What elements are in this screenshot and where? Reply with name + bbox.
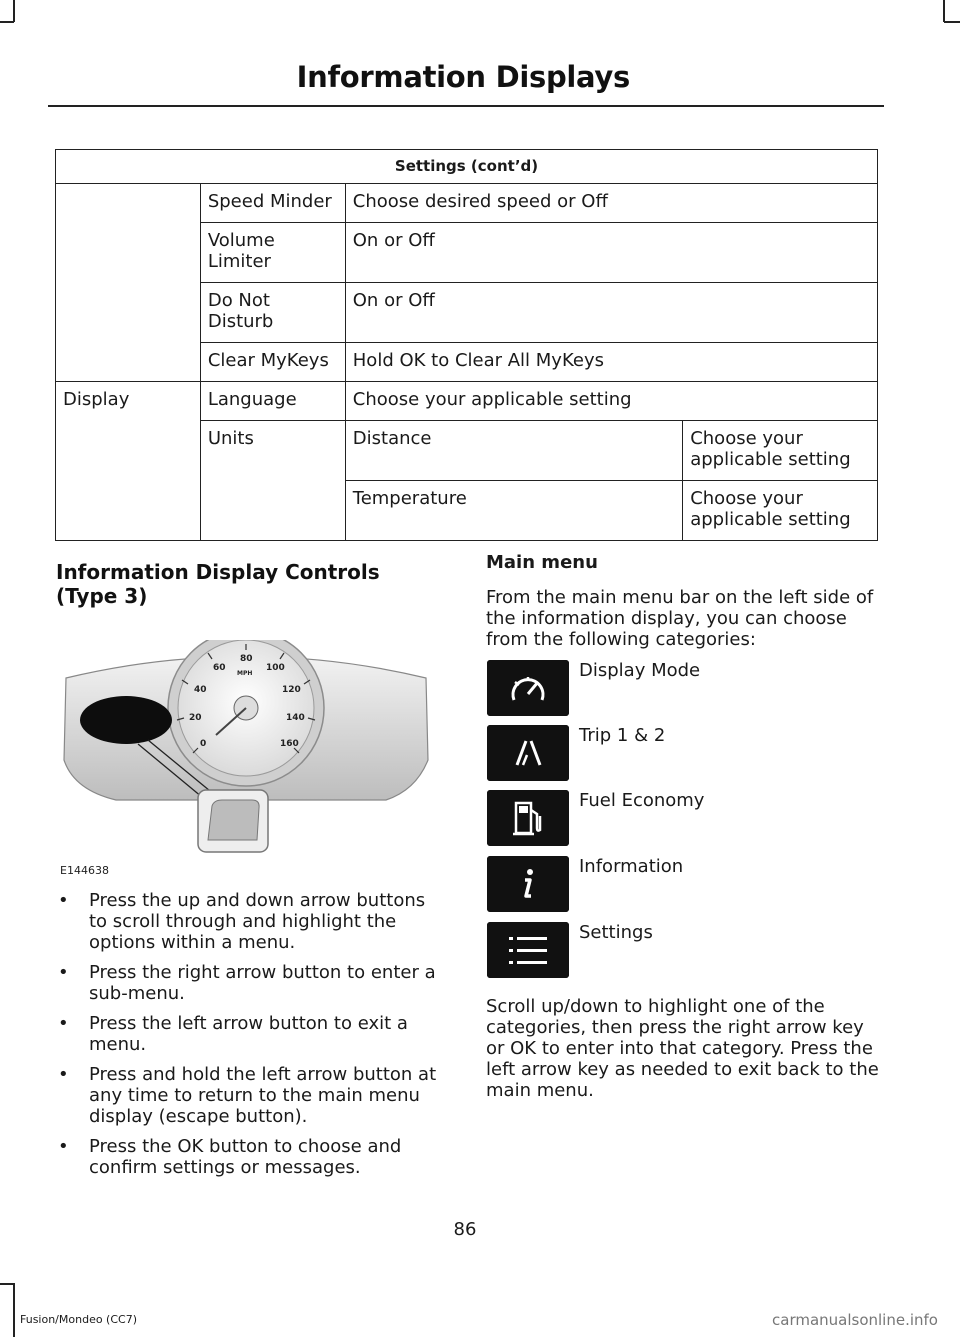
list-item [56,1013,448,1055]
bullet-icon: • [58,1013,69,1034]
table-cell: Language [200,382,345,421]
table-cell [200,283,345,343]
bullet-icon: • [58,1136,69,1157]
list-item-text: Press and hold the left arrow button at any time to return to the main menu display (escape button). [89,1064,437,1127]
footer-model: Fusion/Mondeo (CC7) [20,1313,138,1326]
gauge-label: 0 [200,739,207,749]
cell-text: Do Not Disturb [207,290,274,332]
list-item [56,1064,448,1127]
list-item-text: Press the left arrow button to exit a menu. [89,1013,408,1055]
main-menu-intro: From the main menu bar on the left side of the information display, you can choose from the following categories: [486,587,874,650]
gauge-label: 100 [266,663,285,673]
menu-item-label: Fuel Economy [579,790,705,811]
crop-mark [943,0,945,22]
table-cell: Choose desired speed or Off [345,184,877,223]
table-cell [56,184,201,382]
page-title: Information Displays [296,60,630,94]
settings-table [55,149,878,541]
table-row [56,382,878,421]
table-cell: Hold OK to Clear All MyKeys [345,343,877,382]
table-cell: Speed Minder [200,184,345,223]
list-item-text: Press the right arrow button to enter a sub-menu. [89,962,436,1004]
controls-bullet-list [56,890,448,1187]
main-menu-heading: Main menu [486,552,598,573]
list-icon [487,922,569,978]
road-icon [487,725,569,781]
scroll-instructions: Scroll up/down to highlight one of the categories, then press the right arrow key or OK to enter into that category. Press the left arrow key as needed to exit back to the main menu. [486,996,879,1101]
table-cell [200,223,345,283]
table-cell: Distance [345,421,682,481]
gauge-label: 80 [240,654,253,664]
table-header-row [56,150,878,184]
cell-text: Volume Limiter [207,230,275,272]
menu-item-label: Display Mode [579,660,701,681]
menu-item-information [487,856,887,914]
table-cell: Display [56,382,201,541]
menu-item-trip [487,725,887,783]
gauge-label: 40 [194,685,207,695]
table-cell: Temperature [345,481,682,541]
list-item-text: Press the OK button to choose and confirm settings or messages. [89,1136,402,1178]
information-display-highlight [80,696,172,744]
menu-item-label: Information [579,856,684,877]
table-cell: Clear MyKeys [200,343,345,382]
crop-mark [0,1283,14,1285]
gauge-label: 60 [213,663,226,673]
menu-item-label: Settings [579,922,653,943]
menu-item-fuel-economy [487,790,887,848]
bullet-icon: • [58,890,69,911]
menu-item-display-mode [487,660,887,718]
gauge-icon [487,660,569,716]
table-cell: Units [200,421,345,541]
table-caption: Settings (cont’d) [56,150,878,184]
section-heading: Information Display Controls (Type 3) [56,560,380,608]
gauge-label: 20 [189,713,202,723]
page-number: 86 [453,1219,477,1240]
crop-mark [0,21,14,23]
instrument-cluster-illustration [56,640,436,880]
menu-item-settings [487,922,887,980]
crop-mark [13,0,15,22]
gauge-label: 140 [286,713,305,723]
crop-mark [13,1283,15,1337]
table-cell: On or Off [345,223,877,283]
figure-code: E144638 [60,864,109,877]
table-cell: Choose your applicable setting [345,382,877,421]
list-item-text: Press the up and down arrow buttons to scroll through and highlight the options within a menu. [89,890,426,953]
bullet-icon: • [58,962,69,983]
fuel-pump-icon [487,790,569,846]
gauge-unit: MPH [237,670,253,677]
watermark: carmanualsonline.info [772,1311,938,1329]
info-icon [487,856,569,912]
bullet-icon: • [58,1064,69,1085]
gauge-label: 120 [282,685,301,695]
table-cell: Choose your applicable setting [683,421,878,481]
table-row [56,184,878,223]
title-divider [48,105,884,107]
menu-item-label: Trip 1 & 2 [579,725,666,746]
list-item [56,890,448,953]
crop-mark [944,21,960,23]
list-item [56,1136,448,1178]
gauge-label: 160 [280,739,299,749]
list-item [56,962,448,1004]
table-cell: On or Off [345,283,877,343]
table-cell: Choose your applicable setting [683,481,878,541]
